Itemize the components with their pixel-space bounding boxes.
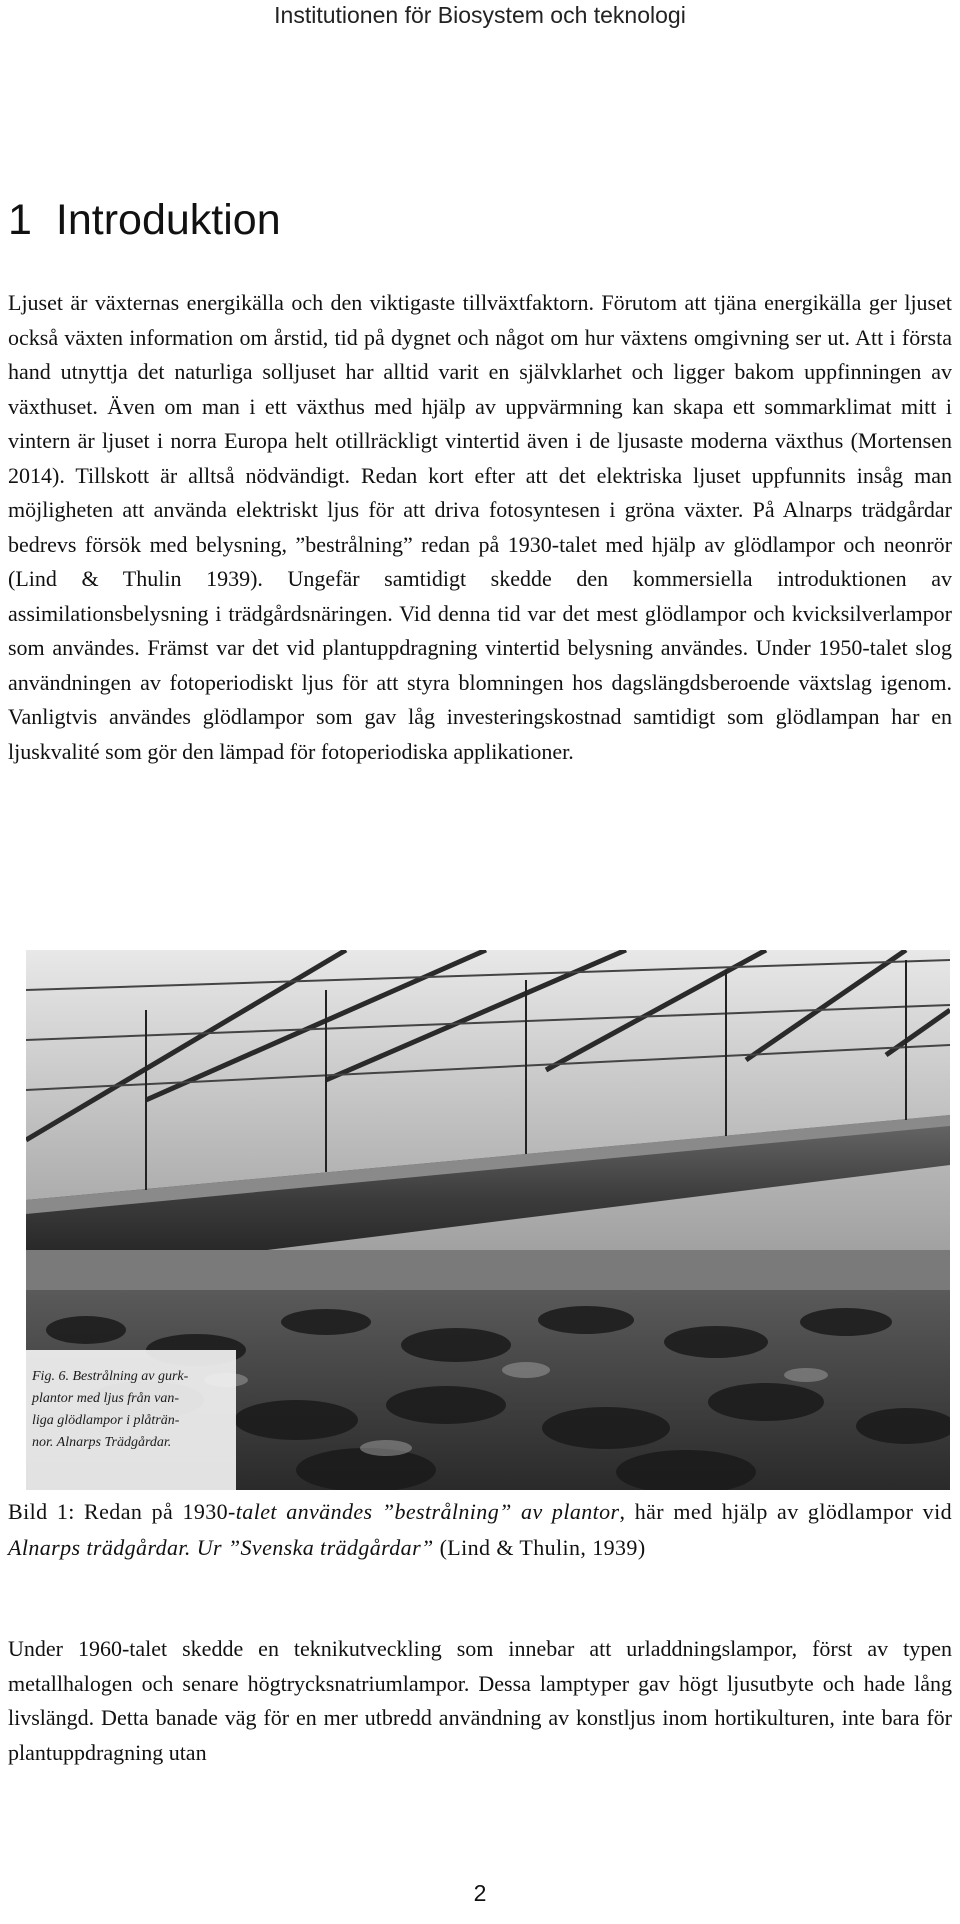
paragraph-intro: Ljuset är växternas energikälla och den viktigaste tillväxtfaktorn. Förutom att tjäna energikälla ger ljuset också växten information om årstid, tid på dygnet och något om hur växtens omgivning ser ut. Att i första hand utnyttja det naturliga solljuset har alltid varit en självklarhet och ligger bakom uppfinningen av växthuset. Även om man i ett växthus med hjälp av uppvärmning kan skapa ett sommarklimat mitt i vintern är ljuset i norra Europa helt otillräckligt vintertid även i de ljusaste moderna växthus (Mortensen 2014). Tillskott är alltså nödvändigt. Redan kort efter att det elektriska ljuset uppfunnits insåg man möjligheten att använda elektriskt ljus för att driva fotosyntesen i gröna växter. På Alnarps trädgårdar bedrevs försök med belysning, ”bestrålning” redan på 1930-talet med hjälp av glödlampor och neonrör (Lind & Thulin 1939). Ungefär samtidigt skedde den kommersiella introduktionen av assimilationsbelysning i trädgårdsnäringen. Vid denna tid var det mest glödlampor och kvicksilverlampor som användes. Främst var det vid plantuppdragning vintertid belysning användes. Under 1950-talet slog användningen av fotoperiodiskt ljus för att styra blomningen hos dagslängdsberoende växtslag igenom. Vanligtvis användes glödlampor som gav låg investeringskostnad samtidigt som glödlampan har en ljuskvalité som gör den lämpad för fotoperiodiska applikationer. [8,290,952,764]
caption-part-1: Bild 1: Redan på 1930- [8,1499,236,1524]
inset-caption-line-2: plantor med ljus från van- [32,1391,179,1406]
chapter-heading [8,190,281,250]
figure-caption [8,1494,952,1566]
caption-part-4: Alnarps trädgårdar. Ur ”Svenska trädgårdar” [8,1535,434,1560]
inset-caption-line-3: liga glödlampor i plåträn- [32,1413,180,1428]
caption-part-5: (Lind & Thulin, 1939) [433,1535,646,1560]
inset-caption-line-1: Fig. 6. Bestrålning av gurk- [32,1369,189,1384]
paragraph-1960s: Under 1960-talet skedde en teknikutveckling som innebar att urladdningslampor, först av typen metallhalogen och senare högtrycksnatriumlampor. Dessa lamptyper gav högt ljusutbyte och hade lång livslängd. Detta banade väg för en mer utbredd användning av konstljus inom hortikulturen, inte bara för plantuppdragning utan [8,1636,952,1765]
chapter-title: Introduktion [55,196,281,244]
caption-part-2: talet användes ”bestrålning” av plantor [235,1499,620,1524]
chapter-number: 1 [8,196,32,244]
inset-caption-line-4: nor. Alnarps Trädgårdar. [32,1435,172,1450]
page-number: 2 [473,1880,487,1906]
caption-part-3: , här med hjälp av glödlampor vid [619,1499,952,1524]
running-header: Institutionen för Biosystem och teknologi [274,2,686,28]
historical-greenhouse-photo [26,950,950,1490]
